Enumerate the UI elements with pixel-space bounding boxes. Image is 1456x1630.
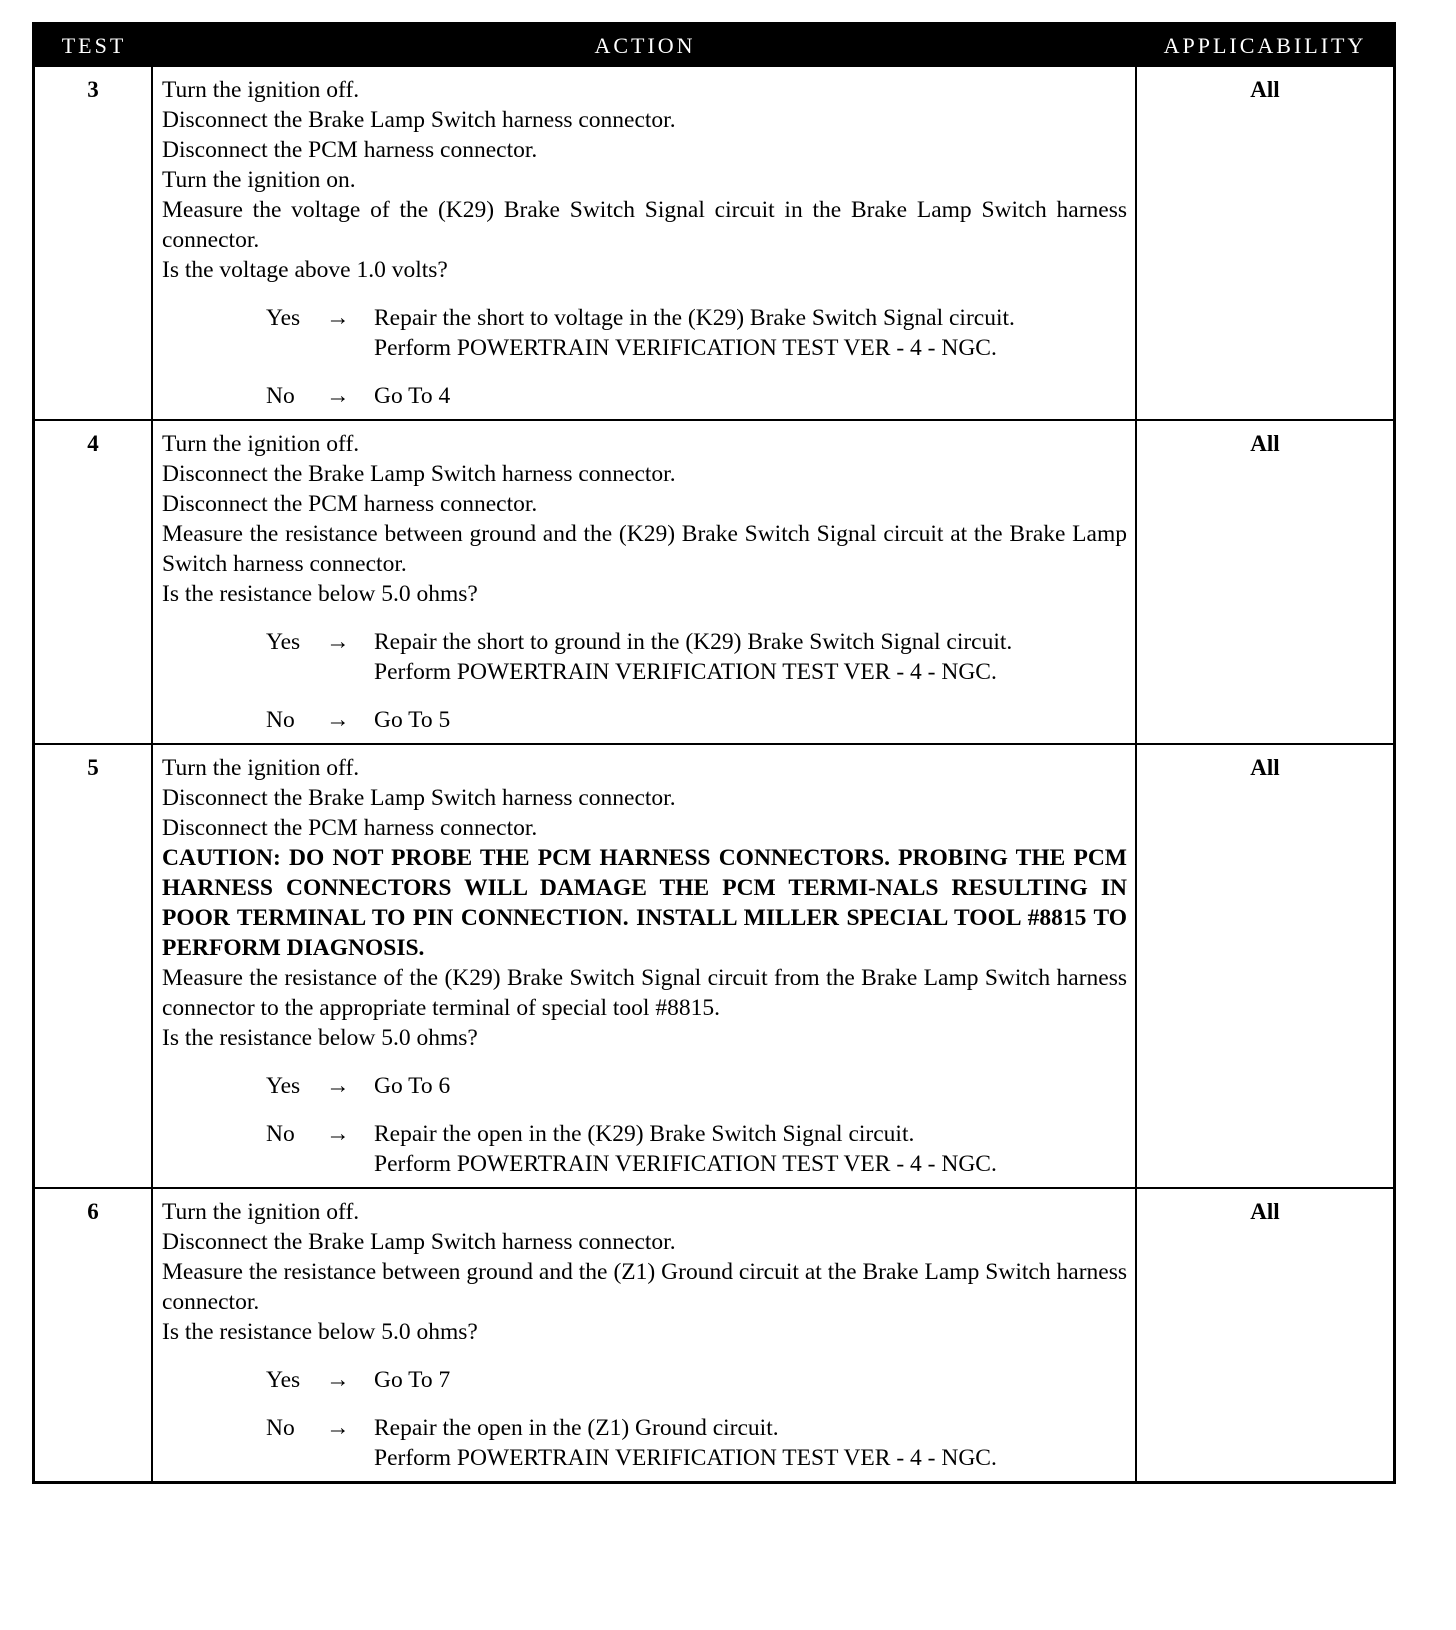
action-step: Measure the resistance between ground and the (Z1) Ground circuit at the Brake Lamp Switch harness connector. (162, 1259, 1127, 1315)
result-line: Perform POWERTRAIN VERIFICATION TEST VER - 4 - NGC. (374, 1445, 997, 1471)
caution-text: CAUTION: DO NOT PROBE THE PCM HARNESS CONNECTORS. PROBING THE PCM HARNESS CONNECTORS WILL DAMAGE THE PCM TERMI-NALS RESULTING IN POOR TERMINAL TO PIN CONNECTION. INSTALL MILLER SPECIAL TOOL #8815 TO PERFORM DIAGNOSIS. (162, 845, 1127, 961)
no-outcome (266, 705, 1127, 735)
arrow-icon: → (326, 1121, 350, 1147)
yes-outcome (266, 1071, 1127, 1101)
header-applicability: APPLICABILITY (1163, 33, 1367, 58)
action-step: Is the resistance below 5.0 ohms? (162, 1025, 478, 1051)
action-cell (153, 1189, 1137, 1481)
action-step: Is the resistance below 5.0 ohms? (162, 581, 478, 607)
result-line: Perform POWERTRAIN VERIFICATION TEST VER - 4 - NGC. (374, 335, 997, 361)
yes-outcome (266, 1365, 1127, 1395)
action-cell (153, 745, 1137, 1187)
action-step: Measure the resistance of the (K29) Brake Switch Signal circuit from the Brake Lamp Switch harness connector to the appropriate terminal of special tool #8815. (162, 965, 1127, 1021)
no-label: No (266, 383, 295, 409)
header-action: ACTION (594, 33, 696, 58)
no-label: No (266, 707, 295, 733)
result-line: Repair the open in the (K29) Brake Switch Signal circuit. (374, 1121, 915, 1147)
test-number: 6 (35, 1189, 153, 1481)
arrow-icon: → (326, 1415, 350, 1441)
arrow-icon: → (326, 1367, 350, 1393)
result-line: Go To 7 (374, 1367, 451, 1393)
applicability-cell: All (1250, 1199, 1280, 1224)
test-number: 3 (35, 67, 153, 419)
action-step: Disconnect the Brake Lamp Switch harness connector. (162, 1229, 676, 1255)
yes-label: Yes (266, 1367, 301, 1393)
result-line: Go To 6 (374, 1073, 451, 1099)
table-row (35, 743, 1393, 1187)
yes-result (374, 1365, 1127, 1395)
test-number: 4 (35, 421, 153, 743)
yes-outcome (266, 627, 1127, 687)
result-line: Go To 5 (374, 707, 451, 733)
test-number: 5 (35, 745, 153, 1187)
no-outcome (266, 1413, 1127, 1473)
no-outcome (266, 381, 1127, 411)
action-step: Disconnect the Brake Lamp Switch harness connector. (162, 461, 676, 487)
applicability-cell: All (1250, 755, 1280, 780)
applicability-cell: All (1250, 77, 1280, 102)
yes-result (374, 303, 1127, 363)
arrow-icon: → (326, 383, 350, 409)
yes-label: Yes (266, 629, 301, 655)
arrow-icon: → (326, 629, 350, 655)
table-row (35, 1187, 1393, 1481)
action-step: Disconnect the Brake Lamp Switch harness connector. (162, 785, 676, 811)
arrow-icon: → (326, 707, 350, 733)
table-header (35, 25, 1393, 67)
action-step: Is the resistance below 5.0 ohms? (162, 1319, 478, 1345)
result-line: Repair the short to voltage in the (K29) Brake Switch Signal circuit. (374, 305, 1015, 331)
result-line: Perform POWERTRAIN VERIFICATION TEST VER - 4 - NGC. (374, 1151, 997, 1177)
no-result (374, 381, 1127, 411)
applicability-cell: All (1250, 431, 1280, 456)
no-outcome (266, 1119, 1127, 1179)
result-line: Repair the short to ground in the (K29) Brake Switch Signal circuit. (374, 629, 1013, 655)
result-line: Perform POWERTRAIN VERIFICATION TEST VER - 4 - NGC. (374, 659, 997, 685)
no-result (374, 1413, 1127, 1473)
action-step: Is the voltage above 1.0 volts? (162, 257, 448, 283)
yes-outcome (266, 303, 1127, 363)
yes-result (374, 627, 1127, 687)
action-step: Turn the ignition off. (162, 1199, 360, 1225)
action-step: Disconnect the PCM harness connector. (162, 137, 538, 163)
no-result (374, 1119, 1127, 1179)
yes-label: Yes (266, 305, 301, 331)
action-step: Disconnect the PCM harness connector. (162, 491, 538, 517)
action-step: Turn the ignition on. (162, 167, 356, 193)
no-label: No (266, 1415, 295, 1441)
action-step: Turn the ignition off. (162, 431, 360, 457)
action-step: Turn the ignition off. (162, 77, 360, 103)
action-step: Measure the resistance between ground and the (K29) Brake Switch Signal circuit at the Brake Lamp Switch harness connector. (162, 521, 1127, 577)
table-row (35, 419, 1393, 743)
table-row (35, 67, 1393, 419)
action-step: Disconnect the PCM harness connector. (162, 815, 538, 841)
no-result (374, 705, 1127, 735)
action-cell (153, 421, 1137, 743)
header-test: TEST (61, 33, 127, 58)
yes-label: Yes (266, 1073, 301, 1099)
action-step: Disconnect the Brake Lamp Switch harness connector. (162, 107, 676, 133)
action-cell (153, 67, 1137, 419)
action-step: Measure the voltage of the (K29) Brake Switch Signal circuit in the Brake Lamp Switch harness connector. (162, 197, 1127, 253)
result-line: Go To 4 (374, 383, 451, 409)
table-body (35, 67, 1393, 1481)
action-step: Turn the ignition off. (162, 755, 360, 781)
arrow-icon: → (326, 305, 350, 331)
arrow-icon: → (326, 1073, 350, 1099)
no-label: No (266, 1121, 295, 1147)
yes-result (374, 1071, 1127, 1101)
diagnostic-table (32, 22, 1396, 1484)
result-line: Repair the open in the (Z1) Ground circuit. (374, 1415, 779, 1441)
